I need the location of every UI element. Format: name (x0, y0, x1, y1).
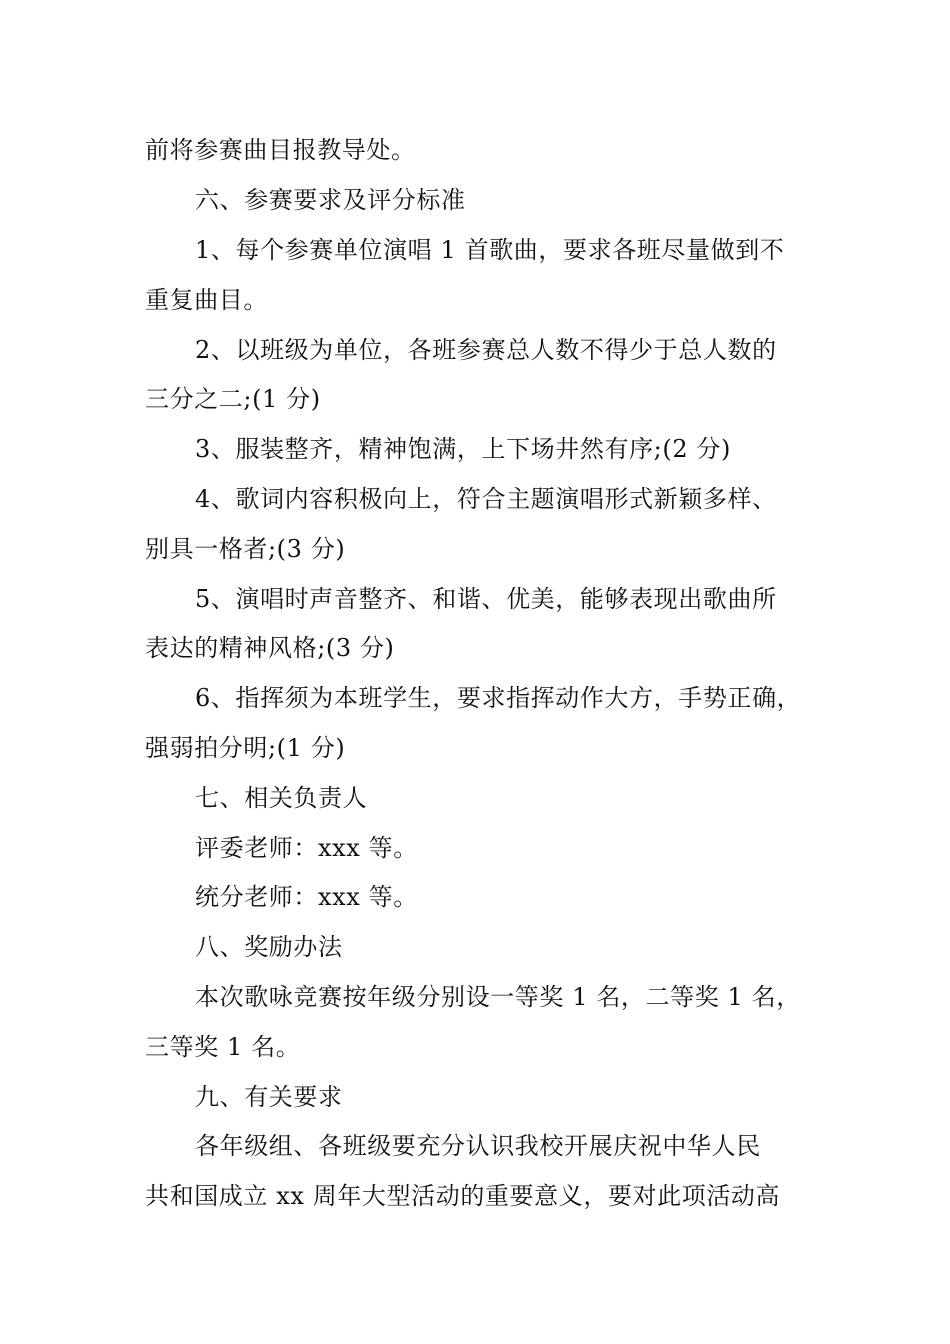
paragraph-line: 6、指挥须为本班学生，要求指挥动作大方，手势正确， (195, 684, 802, 712)
section-heading: 八、奖励办法 (195, 933, 343, 961)
section-heading: 六、参赛要求及评分标准 (195, 186, 466, 214)
paragraph-line: 3、服装整齐，精神饱满，上下场井然有序;(2 分) (195, 435, 731, 463)
paragraph-line: 各年级组、各班级要充分认识我校开展庆祝中华人民 (195, 1132, 761, 1160)
paragraph-line: 表达的精神风格;(3 分) (145, 634, 395, 662)
paragraph-line: 强弱拍分明;(1 分) (145, 734, 346, 762)
paragraph-line: 4、歌词内容积极向上，符合主题演唱形式新颖多样、 (195, 485, 777, 513)
section-heading: 七、相关负责人 (195, 784, 368, 812)
paragraph-line: 共和国成立 xx 周年大型活动的重要意义，要对此项活动高 (145, 1182, 781, 1210)
paragraph-line: 三分之二;(1 分) (145, 385, 321, 413)
paragraph-line: 1、每个参赛单位演唱 1 首歌曲，要求各班尽量做到不 (195, 236, 785, 264)
paragraph-line: 重复曲目。 (145, 286, 268, 314)
paragraph-line: 前将参赛曲目报教导处。 (145, 136, 416, 164)
paragraph-line: 统分老师：xxx 等。 (195, 883, 418, 911)
paragraph-line: 2、以班级为单位，各班参赛总人数不得少于总人数的 (195, 336, 777, 364)
paragraph-line: 三等奖 1 名。 (145, 1033, 301, 1061)
paragraph-line: 别具一格者;(3 分) (145, 535, 346, 563)
paragraph-line: 评委老师：xxx 等。 (195, 834, 418, 862)
paragraph-line: 5、演唱时声音整齐、和谐、优美，能够表现出歌曲所 (195, 585, 777, 613)
section-heading: 九、有关要求 (195, 1083, 343, 1111)
paragraph-line: 本次歌咏竞赛按年级分别设一等奖 1 名，二等奖 1 名， (195, 983, 801, 1011)
